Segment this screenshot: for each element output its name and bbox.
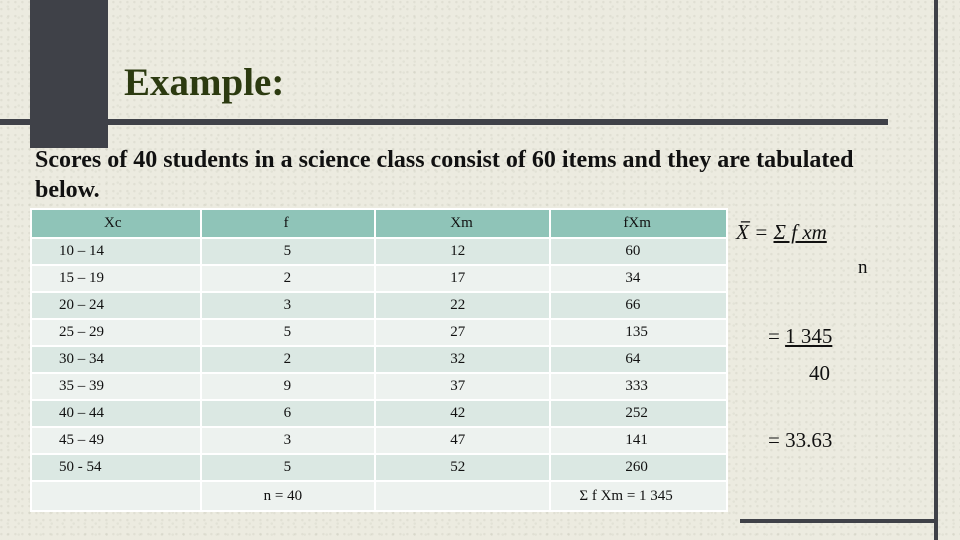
decorative-left-bar xyxy=(30,0,108,148)
total-empty-cell xyxy=(31,481,201,511)
table-row xyxy=(31,373,727,400)
cell-xm: 42 xyxy=(375,400,550,427)
cell-f: 2 xyxy=(201,346,376,373)
cell-f: 3 xyxy=(201,427,376,454)
total-sum-fxm: Σ f Xm = 1 345 xyxy=(550,481,727,511)
cell-fxm: 135 xyxy=(550,319,727,346)
header-xc: Xc xyxy=(31,209,201,238)
cell-fxm: 260 xyxy=(550,454,727,481)
slide-title: Example: xyxy=(124,61,285,104)
cell-f: 5 xyxy=(201,454,376,481)
cell-fxm: 64 xyxy=(550,346,727,373)
cell-xm: 17 xyxy=(375,265,550,292)
table-row xyxy=(31,238,727,265)
cell-fxm: 252 xyxy=(550,400,727,427)
cell-xc: 10 – 14 xyxy=(31,238,201,265)
table-row xyxy=(31,265,727,292)
cell-f: 6 xyxy=(201,400,376,427)
substitution-numerator: 1 345 xyxy=(785,324,833,348)
header-xm: Xm xyxy=(375,209,550,238)
mean-denominator: n xyxy=(858,257,868,278)
substitution-equals: = xyxy=(768,324,786,348)
cell-xc: 35 – 39 xyxy=(31,373,201,400)
mean-lhs: X = xyxy=(736,220,774,244)
decorative-right-bar xyxy=(934,0,938,540)
cell-f: 5 xyxy=(201,238,376,265)
mean-numerator: Σ f xm xyxy=(773,220,827,244)
cell-fxm: 333 xyxy=(550,373,727,400)
cell-xc: 15 – 19 xyxy=(31,265,201,292)
header-fxm: fXm xyxy=(550,209,727,238)
cell-f: 2 xyxy=(201,265,376,292)
cell-xm: 47 xyxy=(375,427,550,454)
cell-xc: 20 – 24 xyxy=(31,292,201,319)
cell-f: 3 xyxy=(201,292,376,319)
cell-xm: 32 xyxy=(375,346,550,373)
mean-result: = 33.63 xyxy=(768,428,833,452)
cell-f: 5 xyxy=(201,319,376,346)
cell-xc: 40 – 44 xyxy=(31,400,201,427)
frequency-table xyxy=(30,208,728,512)
header-f: f xyxy=(201,209,376,238)
table-row xyxy=(31,400,727,427)
table-row xyxy=(31,292,727,319)
cell-xc: 45 – 49 xyxy=(31,427,201,454)
mean-bar-symbol: _ xyxy=(741,204,750,224)
table-row xyxy=(31,454,727,481)
substitution-denominator: 40 xyxy=(809,361,830,385)
cell-fxm: 60 xyxy=(550,238,727,265)
cell-xm: 27 xyxy=(375,319,550,346)
total-n: n = 40 xyxy=(201,481,376,511)
cell-xm: 52 xyxy=(375,454,550,481)
substitution-step xyxy=(768,324,832,349)
cell-fxm: 66 xyxy=(550,292,727,319)
mean-formula xyxy=(736,220,827,245)
cell-xc: 25 – 29 xyxy=(31,319,201,346)
table-row xyxy=(31,346,727,373)
table-header-row xyxy=(31,209,727,238)
total-empty-cell xyxy=(375,481,550,511)
title-rule xyxy=(0,119,888,125)
cell-xm: 12 xyxy=(375,238,550,265)
cell-f: 9 xyxy=(201,373,376,400)
cell-fxm: 141 xyxy=(550,427,727,454)
table-total-row xyxy=(31,481,727,511)
cell-xc: 30 – 34 xyxy=(31,346,201,373)
cell-fxm: 34 xyxy=(550,265,727,292)
cell-xm: 22 xyxy=(375,292,550,319)
table-row xyxy=(31,319,727,346)
cell-xc: 50 - 54 xyxy=(31,454,201,481)
table-row xyxy=(31,427,727,454)
cell-xm: 37 xyxy=(375,373,550,400)
intro-text: Scores of 40 students in a science class consist of 60 items and they are tabulated below. xyxy=(35,147,854,203)
decorative-bottom-rule xyxy=(740,519,938,523)
